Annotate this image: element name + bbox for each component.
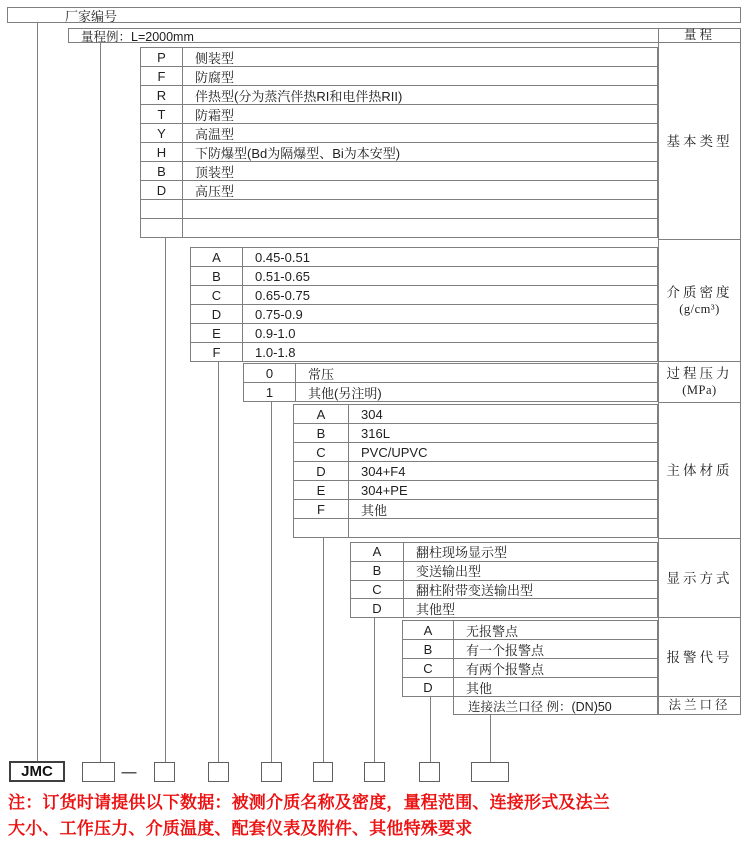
alarm-code-code: B [403,640,454,658]
basic-type-description: 下防爆型(Bd为隔爆型、Bi为本安型) [195,145,401,161]
basic-type-code: Y [141,124,183,142]
display-mode-row [351,580,657,599]
medium-density-code: B [191,267,243,285]
basic-type-description [183,200,657,218]
category-alarm-code-label: 报警代号 [666,649,733,665]
basic-type-description [183,219,657,237]
ordering-note-line1: 注：订货时请提供以下数据：被测介质名称及密度，量程范围、连接形式及法兰 [8,793,610,812]
display-mode-code: B [351,562,404,580]
category-range [658,28,741,43]
body-material-description: PVC/UPVC [361,444,428,460]
basic-type-row [141,180,657,199]
process-pressure-table [243,363,658,402]
medium-density-row [191,266,657,285]
alarm-code-code: C [403,659,454,677]
basic-type-code: B [141,162,183,180]
basic-type-description: 防霜型 [195,107,235,123]
body-material-row [294,499,657,518]
display-mode-description: 翻柱现场显示型 [416,545,508,561]
basic-type-table [140,47,658,238]
body-material-code: C [294,443,349,461]
connector-line-manufacturer [37,23,38,761]
code-slot-alarm-code [419,762,440,782]
alarm-code-row [403,658,657,677]
basic-type-code [141,219,183,237]
model-prefix-label: JMC [21,763,53,780]
basic-type-row [141,104,657,123]
alarm-code-description: 其他 [466,680,493,696]
category-medium-density [658,239,741,362]
body-material-code: F [294,500,349,518]
connector-line-alarm-code [430,697,431,762]
body-material-row [294,518,657,537]
category-basic-type [658,42,741,240]
process-pressure-row [244,382,657,401]
category-display-mode-label: 显示方式 [666,570,733,586]
flange-size-row [454,697,657,714]
ordering-note-line2: 大小、工作压力、介质温度、配套仪表及附件、其他特殊要求 [8,819,473,838]
alarm-code-row [403,621,657,639]
basic-type-description: 侧装型 [195,50,235,66]
medium-density-row [191,323,657,342]
basic-type-code: T [141,105,183,123]
medium-density-code: C [191,286,243,304]
alarm-code-description: 有一个报警点 [466,642,545,658]
medium-density-row [191,342,657,361]
body-material-row [294,405,657,423]
alarm-code-code: D [403,678,454,696]
body-material-code: D [294,462,349,480]
basic-type-code: H [141,143,183,161]
manufacturer-number-row [7,7,741,23]
code-slot-medium-density [208,762,229,782]
ordering-note [8,790,748,842]
category-flange-size [658,696,741,715]
body-material-row [294,461,657,480]
basic-type-description: 顶装型 [195,164,235,180]
process-pressure-code: 0 [244,364,296,382]
category-body-material-label: 主体材质 [666,463,733,478]
flange-size-row [453,696,658,715]
medium-density-row [191,248,657,266]
category-display-mode [658,538,741,618]
category-label-column [658,28,741,715]
basic-type-code: P [141,48,183,66]
category-range-label: 量程 [683,28,715,42]
body-material-code: A [294,405,349,423]
basic-type-row [141,85,657,104]
connector-line-range [100,43,101,762]
category-medium-density-label: 介质密度 [666,284,733,300]
category-process-pressure-label: 过程压力 [666,366,733,381]
code-slot-range [82,762,115,782]
body-material-description: 其他 [361,502,388,518]
medium-density-description: 1.0-1.8 [255,344,296,360]
flange-size-description: 连接法兰口径 例：(DN)50 [468,699,612,714]
category-body-material [658,402,741,539]
code-slot-flange-size [471,762,509,782]
alarm-code-table [402,620,658,697]
display-mode-row [351,598,657,617]
body-material-description: 316L [361,425,390,441]
medium-density-row [191,285,657,304]
medium-density-code: D [191,305,243,323]
category-process-pressure [658,361,741,403]
alarm-code-code: A [403,621,454,639]
alarm-code-description: 有两个报警点 [466,661,545,677]
body-material-description: 304+F4 [361,463,406,479]
range-example-row [68,28,659,43]
display-mode-row [351,543,657,561]
category-basic-type-label: 基本类型 [666,133,733,149]
basic-type-row [141,66,657,85]
medium-density-code: E [191,324,243,342]
medium-density-code: A [191,248,243,266]
category-process-pressure-unit: (MPa) [682,383,717,397]
alarm-code-description: 无报警点 [466,623,519,639]
range-example-value: 量程例：L=2000mm [81,29,194,44]
basic-type-code [141,200,183,218]
alarm-code-row [403,639,657,658]
body-material-code: E [294,481,349,499]
model-code-separator: — [121,763,137,781]
display-mode-description: 翻柱附带变送输出型 [416,582,534,598]
connector-line-medium-density [218,362,219,762]
connector-line-process-pressure [271,402,272,762]
body-material-description: 304+PE [361,482,408,498]
display-mode-description: 其他型 [416,601,456,617]
basic-type-code: F [141,67,183,85]
body-material-code [294,519,349,537]
body-material-row [294,480,657,499]
basic-type-row [141,199,657,218]
medium-density-description: 0.51-0.65 [255,268,310,284]
basic-type-description: 高压型 [195,183,235,199]
basic-type-row [141,123,657,142]
display-mode-code: C [351,581,404,599]
connector-line-display-mode [374,618,375,762]
model-prefix-box [9,761,65,782]
code-slot-process-pressure [261,762,282,782]
process-pressure-description: 常压 [308,366,335,382]
basic-type-row [141,161,657,180]
body-material-row [294,442,657,461]
medium-density-table [190,247,658,362]
code-slot-display-mode [364,762,385,782]
body-material-code: B [294,424,349,442]
body-material-row [294,423,657,442]
basic-type-description: 防腐型 [195,69,235,85]
code-slot-body-material [313,762,333,782]
basic-type-row [141,142,657,161]
category-alarm-code [658,617,741,697]
connector-line-body-material [323,538,324,762]
process-pressure-code: 1 [244,383,296,401]
basic-type-description: 高温型 [195,126,235,142]
connector-line-basic-type [165,238,166,762]
display-mode-code: A [351,543,404,561]
process-pressure-description: 其他(另注明) [308,385,382,401]
basic-type-description: 伴热型(分为蒸汽伴热RI和电伴热RII) [195,88,403,104]
medium-density-code: F [191,343,243,361]
alarm-code-row [403,677,657,696]
basic-type-code: D [141,181,183,199]
display-mode-code: D [351,599,404,617]
medium-density-description: 0.75-0.9 [255,306,303,322]
medium-density-description: 0.9-1.0 [255,325,296,341]
basic-type-row [141,218,657,237]
display-mode-table [350,542,658,618]
medium-density-description: 0.65-0.75 [255,287,310,303]
category-medium-density-unit: (g/cm³) [679,301,720,316]
manufacturer-number-label: 厂家编号 [65,8,118,24]
category-flange-size-label: 法兰口径 [668,698,731,712]
display-mode-description: 变送输出型 [416,564,482,580]
body-material-table [293,404,658,538]
code-slot-basic-type [154,762,175,782]
medium-density-row [191,304,657,323]
body-material-description [349,519,657,537]
basic-type-code: R [141,86,183,104]
display-mode-row [351,561,657,580]
process-pressure-row [244,364,657,382]
medium-density-description: 0.45-0.51 [255,249,310,265]
body-material-description: 304 [361,406,383,422]
basic-type-row [141,48,657,66]
connector-line-flange-size [490,715,491,762]
